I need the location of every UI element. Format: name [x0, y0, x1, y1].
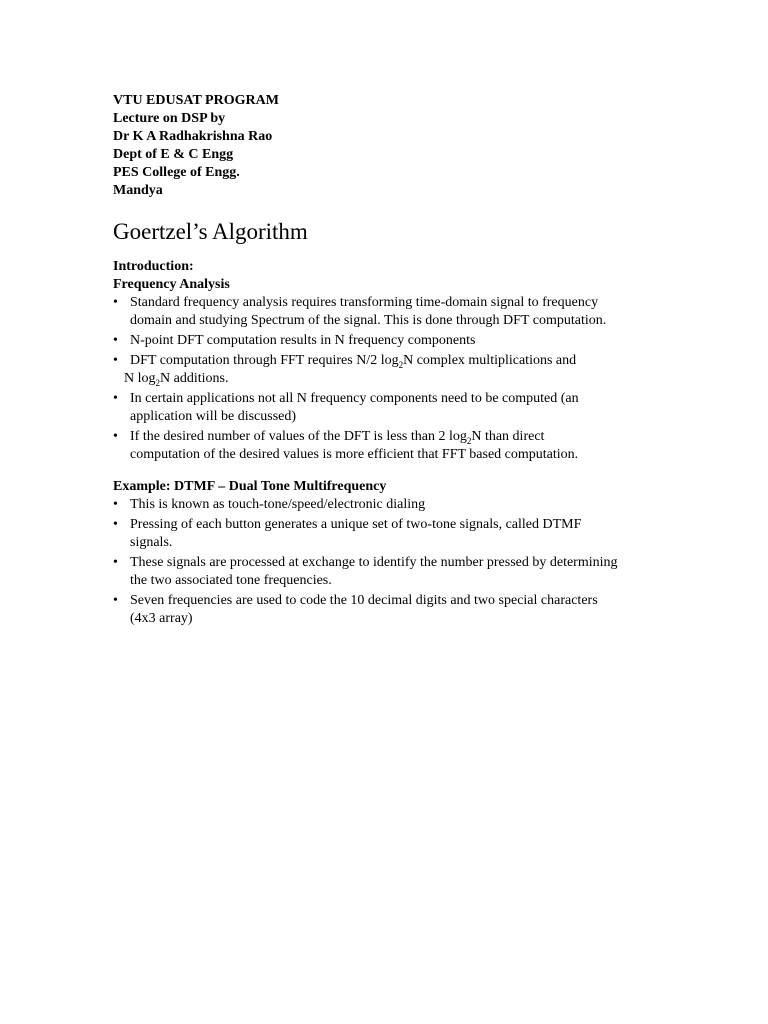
bullet-text-part: N log [124, 371, 156, 386]
header-block [113, 92, 668, 200]
list-item [113, 332, 668, 350]
bullet-icon: • [113, 517, 118, 532]
header-line-city: Mandya [113, 183, 163, 198]
bullet-text-part: N additions. [160, 371, 229, 386]
bullet-icon: • [113, 391, 118, 406]
bullet-icon: • [113, 555, 118, 570]
bullet-text: the two associated tone frequencies. [130, 573, 332, 588]
bullet-text: These signals are processed at exchange to identify the number pressed by determining [130, 555, 618, 570]
document-title: Goertzel’s Algorithm [113, 219, 308, 244]
dtmf-example-heading: Example: DTMF – Dual Tone Multifrequency [113, 479, 387, 494]
header-line-author: Dr K A Radhakrishna Rao [113, 129, 273, 144]
header-line-college: PES College of Engg. [113, 165, 240, 180]
header-line-program: VTU EDUSAT PROGRAM [113, 93, 279, 108]
bullet-text: computation of the desired values is more efficient that FFT based computation. [130, 447, 579, 462]
bullet-text: (4x3 array) [130, 611, 193, 626]
bullet-text: signals. [130, 535, 173, 550]
bullet-icon: • [113, 353, 118, 368]
bullet-text: This is known as touch-tone/speed/electronic dialing [130, 497, 426, 512]
bullet-text: application will be discussed) [130, 409, 297, 424]
dtmf-bullet-list [113, 496, 668, 628]
bullet-text-part: DFT computation through FFT requires N/2 log [130, 353, 399, 368]
bullet-text: domain and studying Spectrum of the signal. This is done through DFT computation. [130, 313, 607, 328]
list-item [113, 352, 668, 388]
bullet-text-part: If the desired number of values of the DFT is less than 2 log [130, 429, 467, 444]
list-item [113, 428, 668, 464]
bullet-icon: • [113, 497, 118, 512]
list-item [113, 554, 668, 590]
bullet-text: In certain applications not all N frequency components need to be computed (an [130, 391, 579, 406]
list-item [113, 592, 668, 628]
bullet-text: N-point DFT computation results in N frequency components [130, 333, 476, 348]
subscript: 2 [466, 435, 472, 446]
bullet-text-part: N complex multiplications and [403, 353, 577, 368]
list-item [113, 390, 668, 426]
bullet-text [130, 352, 668, 370]
bullet-text-part: N than direct [471, 429, 545, 444]
bullet-text [130, 428, 668, 446]
header-line-dept: Dept of E & C Engg [113, 147, 234, 162]
header-line-lecture: Lecture on DSP by [113, 111, 226, 126]
frequency-analysis-heading: Frequency Analysis [113, 277, 230, 292]
bullet-icon: • [113, 429, 118, 444]
subscript: 2 [398, 359, 404, 370]
intro-bullet-list [113, 294, 668, 464]
bullet-icon: • [113, 295, 118, 310]
intro-heading: Introduction: [113, 259, 194, 274]
subscript: 2 [155, 377, 160, 388]
bullet-text: Standard frequency analysis requires transforming time-domain signal to frequency [130, 295, 599, 310]
list-item [113, 294, 668, 330]
list-item [113, 496, 668, 514]
bullet-text [124, 370, 668, 388]
bullet-icon: • [113, 593, 118, 608]
list-item [113, 516, 668, 552]
bullet-text: Seven frequencies are used to code the 10 decimal digits and two special characters [130, 593, 598, 608]
bullet-text: Pressing of each button generates a unique set of two-tone signals, called DTMF [130, 517, 582, 532]
bullet-icon: • [113, 333, 118, 348]
